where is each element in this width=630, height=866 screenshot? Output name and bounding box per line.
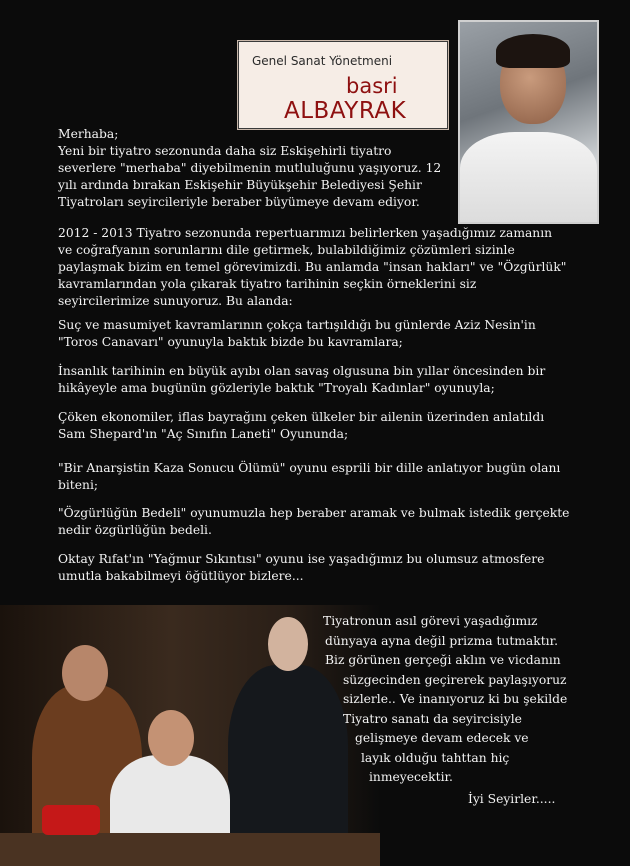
greeting: Merhaba; (58, 127, 119, 141)
red-telephone-icon (42, 805, 100, 835)
intro-paragraph: Yeni bir tiyatro sezonunda daha siz Eskişehirli tiyatro severlere "merhaba" diyebilmenin mutluluğunu yaşıyoruz. 12 yılı ardında bırakan Eskişehir Büyükşehir Belediyesi Şehir Tiyatroları seyircileriyle beraber büyümeye devam ediyor. (58, 144, 442, 209)
quote-line: layık olduğu tahttan hiç (361, 750, 510, 765)
paragraph-anarsist: "Bir Anarşistin Kaza Sonucu Ölümü" oyunu esprili bir dille anlatıyor bugün olanı biteni; (58, 461, 561, 492)
signoff: İyi Seyirler..... (468, 792, 556, 806)
portrait-hair (496, 34, 570, 68)
actor-left-head (62, 645, 108, 701)
quote-line: sizlerle.. Ve inanıyoruz ki bu şekilde (343, 692, 568, 706)
paragraph-repertoire: 2012 - 2013 Tiyatro sezonunda repertuarımızı belirlerken yaşadığımız zamanın ve coğrafyanın sorunlarını dile getirmek, bulabildiğimiz çözümleri sizinle paylaşmak bizim en temel görevimizdi. Bu anlamda "insan hakları" ve "Özgürlük" kavramlarından yola çıkarak tiyatro tarihinin seçkin örneklerini siz seyircilerimize sunuyoruz. Bu alanda: (58, 226, 567, 308)
quote-line: dünyaya ayna değil prizma tutmaktır. (325, 633, 559, 648)
paragraph-yagmur: Oktay Rıfat'ın "Yağmur Sıkıntısı" oyunu ise yaşadığımız bu olumsuz atmosfere umutla bakabilmeyi öğütlüyor bizlere... (58, 552, 545, 583)
paragraph-ac-sinif: Çöken ekonomiler, iflas bayrağını çeken ülkeler bir ailenin üzerinden anlatıldı Sam Shepard'ın "Aç Sınıfın Laneti" Oyununda; (58, 410, 545, 441)
actor-right-head (268, 617, 308, 671)
closing-quote (323, 612, 623, 788)
paragraph-toros: Suç ve masumiyet kavramlarının çokça tartışıldığı bu günlerde Aziz Nesin'in "Toros Canavarı" oyunuyla baktık bizde bu kavramlara; (58, 318, 536, 349)
quote-line: Tiyatro sanatı da seyircisiyle (343, 711, 522, 726)
quote-line: Tiyatronun asıl görevi yaşadığımız (323, 614, 538, 628)
quote-line: inmeyecektir. (369, 770, 453, 784)
director-first-name: basri (346, 74, 398, 98)
actor-center-head (148, 710, 194, 766)
quote-line: süzgecinden geçirerek paylaşıyoruz (343, 672, 567, 687)
stage-table (0, 833, 380, 866)
director-role: Genel Sanat Yönetmeni (252, 54, 393, 68)
paragraph-troya: İnsanlık tarihinin en büyük ayıbı olan savaş olgusuna bin yıllar öncesinden bir hikâyeyle ama bugünün gözleriyle baktık "Troyalı Kadınlar" oyunuyla; (58, 364, 546, 395)
paragraph-ozgurluk: "Özgürlüğün Bedeli" oyunumuzla hep beraber aramak ve bulmak istedik gerçekte nedir özgürlüğün bedeli. (58, 506, 570, 537)
letter-body (58, 126, 570, 592)
quote-line: gelişmeye devam edecek ve (355, 731, 529, 745)
director-last-name: ALBAYRAK (284, 98, 407, 124)
name-plate (237, 40, 449, 130)
quote-line: Biz görünen gerçeği aklın ve vicdanın (325, 653, 561, 667)
